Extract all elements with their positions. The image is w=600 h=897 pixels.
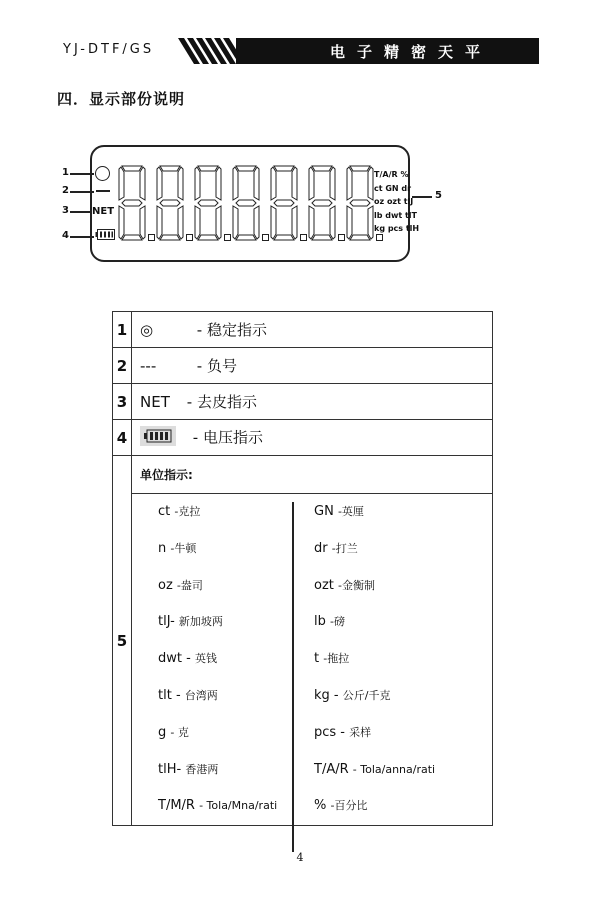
unit-description: -牛顿 [170,541,197,555]
lcd-unit-line: ct GN dr [374,183,412,193]
unit-item [314,788,435,825]
unit-description: 公斤/千克 [342,688,391,702]
lcd-unit-line: oz ozt tlJ [374,197,414,206]
unit-description: -百分比 [330,799,368,813]
unit-code: tlH- [158,761,182,777]
unit-code: kg - [314,687,339,703]
net-symbol: NET [140,393,170,411]
unit-item [158,568,277,605]
unit-description: 香港两 [185,762,219,776]
decimal-point [186,234,193,241]
row-number: 3 [113,384,132,420]
unit-code: pcs - [314,724,345,740]
page-number: 4 [296,851,304,864]
unit-description: -克拉 [174,505,201,518]
row-number: 5 [113,456,132,826]
table-row [113,348,493,384]
lcd-unit-line: lb dwt tlT [374,210,418,220]
callout-5: 5 [435,190,442,201]
unit-item [158,788,277,825]
unit-code: dwt - [158,651,191,667]
unit-item [158,604,277,641]
unit-code: tlJ- [158,614,175,630]
unit-code: T/M/R [158,798,195,814]
callout-line-1 [70,173,94,175]
digit-eight [118,165,146,241]
display-legend-table [112,311,493,826]
unit-description: - Tola/Mna/rati [199,799,278,813]
unit-code: tlt - [158,687,181,703]
row-description: - 负号 [196,357,237,375]
decimal-point [224,234,231,241]
lcd-unit-line: T/A/R % [374,170,409,179]
unit-description: -金衡制 [338,578,375,592]
unit-item [158,715,277,752]
unit-item [158,494,277,531]
unit-description: - Tola/anna/rati [352,762,436,776]
table-row [113,494,493,826]
digit-eight [308,165,336,241]
table-row [113,456,493,494]
lcd-unit-line: kg pcs tlH [374,224,420,233]
unit-item [314,752,435,789]
unit-item [314,494,435,531]
unit-item [314,678,435,715]
unit-item [314,568,435,605]
units-header: 单位指示: [132,456,493,494]
table-row [113,420,493,456]
unit-description: -英厘 [337,505,364,518]
unit-code: dr [314,540,328,556]
net-indicator: NET [92,206,115,217]
callout-line-3 [70,211,90,213]
digit-eight [270,165,298,241]
callout-4: 4 [62,230,69,241]
callout-3: 3 [62,205,69,216]
header-title: 电子精密天平 [330,43,493,61]
unit-item [158,752,277,789]
unit-item [158,678,277,715]
unit-code: % [314,798,327,814]
unit-code: n [158,540,167,556]
decimal-point [338,234,345,241]
negative-sign-icon [96,190,110,192]
digit-eight [346,165,374,241]
unit-code: g [158,724,167,740]
negative-symbol: --- [140,357,157,375]
decimal-point [148,234,155,241]
unit-code: T/A/R [314,761,349,777]
row-number: 4 [113,420,132,456]
table-row [113,312,493,348]
unit-description: - 克 [170,725,189,739]
battery-icon [95,229,115,240]
unit-code: ct [158,504,171,519]
units-column-divider [292,502,294,852]
digit-eight [232,165,260,241]
stable-indicator-icon [95,166,110,181]
digit-eight [156,165,184,241]
unit-item [314,604,435,641]
unit-code: lb [314,614,326,630]
unit-description: -打兰 [331,541,358,555]
row-description: - 电压指示 [192,428,263,446]
unit-code: GN [314,504,334,519]
unit-description: -盎司 [176,578,203,592]
unit-description: 台湾两 [184,688,218,702]
unit-code: ozt [314,577,334,593]
unit-item [314,715,435,752]
callout-2: 2 [62,185,69,196]
unit-item [158,641,277,678]
unit-description: -磅 [330,615,345,629]
unit-description: -拖拉 [323,652,350,666]
row-description: - 稳定指示 [196,321,267,339]
table-row [113,384,493,420]
unit-code: t [314,651,320,667]
units-list-cell [132,494,493,826]
decimal-point [262,234,269,241]
decimal-point [300,234,307,241]
unit-description: 采样 [349,725,372,739]
row-description: - 去皮指示 [186,393,257,411]
units-left-column [158,494,277,825]
battery-symbol-icon [140,426,188,450]
callout-line-4 [70,236,94,238]
unit-description: 新加坡两 [178,615,223,629]
callout-1: 1 [62,167,69,178]
unit-item [314,641,435,678]
row-number: 1 [113,312,132,348]
unit-description: 英钱 [194,652,217,666]
unit-item [158,531,277,568]
header-model: YJ-DTF/GS [63,42,155,57]
row-number: 2 [113,348,132,384]
lcd-unit-indicators [374,168,419,236]
section-title: 四．显示部份说明 [57,90,186,108]
stable-symbol-icon: ◎ [140,321,154,339]
unit-code: oz [158,577,173,593]
digit-eight [194,165,222,241]
callout-line-2 [70,191,94,193]
units-right-column [314,494,435,825]
unit-item [314,531,435,568]
